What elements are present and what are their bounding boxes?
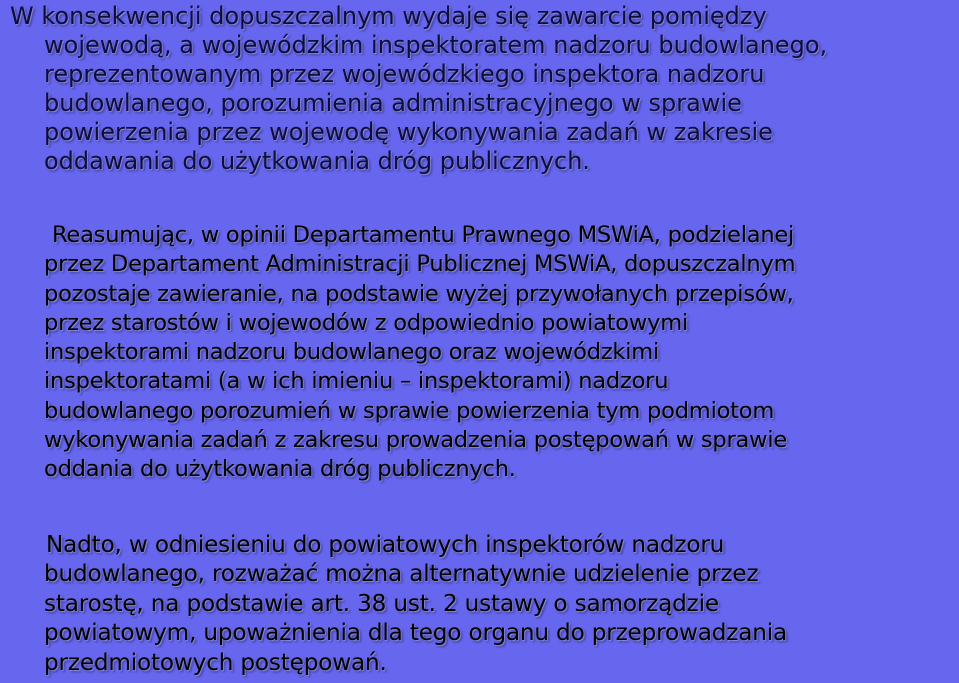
- paragraph-1-line: powierzenia przez wojewodę wykonywania zadań w zakresie: [44, 118, 773, 146]
- paragraph-2-line: Reasumując, w opinii Departamentu Prawnego MSWiA, podzielanej: [52, 222, 795, 248]
- paragraph-2-line: inspektoratami (a w ich imieniu – inspektorami) nadzoru: [44, 368, 669, 395]
- paragraph-2-line: przez starostów i wojewodów z odpowiednio powiatowymi: [44, 309, 689, 336]
- paragraph-3-line: przedmiotowych postępowań.: [44, 648, 387, 676]
- paragraph-1: [10, 2, 827, 176]
- paragraph-3-line: budowlanego, rozważać można alternatywnie udzielenie przez: [44, 560, 759, 588]
- paragraph-3-line: powiatowym, upoważnienia dla tego organu do przeprowadzania: [44, 619, 787, 647]
- paragraph-2-line: budowlanego porozumień w sprawie powierzenia tym podmiotom: [44, 397, 775, 424]
- paragraph-1-line: W konsekwencji dopuszczalnym wydaje się zawarcie pomiędzy: [10, 2, 767, 30]
- paragraph-2-line: wykonywania zadań z zakresu prowadzenia postępowań w sprawie: [44, 427, 788, 454]
- paragraph-2-line: przez Departament Administracji Publicznej MSWiA, dopuszczalnym: [44, 251, 796, 278]
- paragraph-1-line: oddawania do użytkowania dróg publicznych.: [44, 147, 591, 175]
- paragraph-2-line: pozostaje zawieranie, na podstawie wyżej przywołanych przepisów,: [44, 280, 794, 307]
- paragraph-2: [44, 221, 795, 485]
- paragraph-1-line: budowlanego, porozumienia administracyjnego w sprawie: [44, 89, 742, 117]
- paragraph-3-line: starostę, na podstawie art. 38 ust. 2 ustawy o samorządzie: [44, 589, 719, 617]
- paragraph-3-line: Nadto, w odniesieniu do powiatowych inspektorów nadzoru: [46, 531, 725, 558]
- paragraph-1-line: wojewodą, a wojewódzkim inspektoratem nadzoru budowlanego,: [44, 31, 828, 59]
- paragraph-1-line: reprezentowanym przez wojewódzkiego inspektora nadzoru: [44, 60, 765, 88]
- paragraph-2-line: oddania do użytkowania dróg publicznych.: [44, 456, 516, 483]
- paragraph-3: [44, 530, 787, 677]
- paragraph-2-line: inspektorami nadzoru budowlanego oraz wojewódzkimi: [44, 339, 660, 366]
